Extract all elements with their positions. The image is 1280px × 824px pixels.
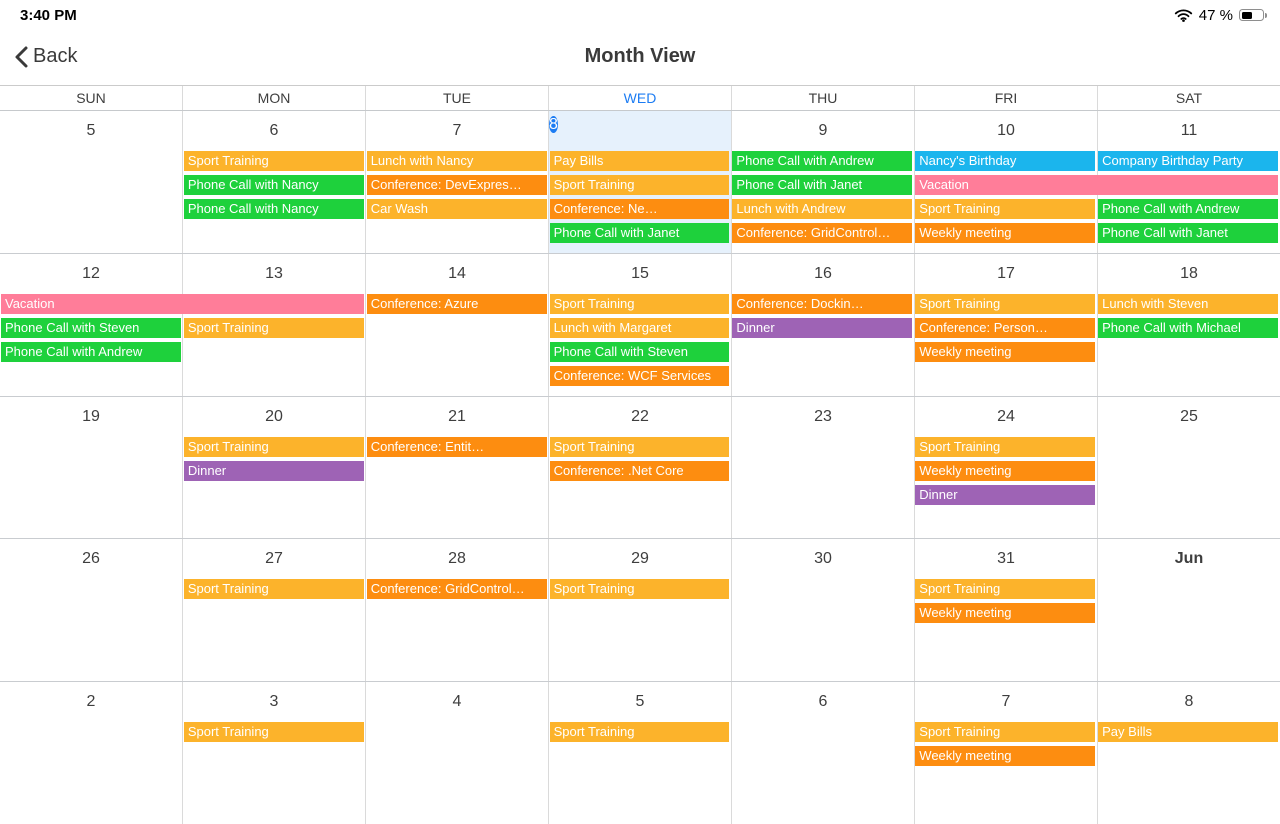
status-right (1174, 7, 1264, 24)
event-bar[interactable]: Sport Training (184, 151, 364, 171)
event-bar[interactable]: Phone Call with Andrew (1, 342, 181, 362)
day-number: 14 (448, 264, 466, 282)
day-number: 17 (997, 264, 1015, 282)
event-bar[interactable]: Dinner (184, 461, 364, 481)
day-cell[interactable] (1097, 682, 1280, 824)
day-number: 8 (1184, 693, 1194, 711)
day-number: 31 (997, 550, 1015, 568)
status-bar (0, 0, 1280, 28)
day-cell[interactable] (365, 397, 548, 539)
wifi-icon (1174, 8, 1193, 22)
event-bar[interactable]: Phone Call with Nancy (184, 175, 364, 195)
day-number: 7 (1001, 693, 1011, 711)
day-number: 12 (82, 264, 100, 282)
week-row (0, 397, 1280, 540)
day-cell[interactable] (0, 539, 182, 681)
event-bar[interactable]: Sport Training (184, 722, 364, 742)
event-bar[interactable]: Conference: .Net Core (550, 461, 730, 481)
day-number: 13 (265, 264, 283, 282)
nav-bar (0, 28, 1280, 85)
event-bar[interactable]: Sport Training (550, 437, 730, 457)
event-bar[interactable]: Sport Training (184, 437, 364, 457)
event-bar[interactable]: Phone Call with Andrew (732, 151, 912, 171)
week-row (0, 254, 1280, 397)
event-bar[interactable]: Sport Training (915, 199, 1095, 219)
event-bar[interactable]: Sport Training (915, 437, 1095, 457)
day-number: 20 (265, 407, 283, 425)
battery-icon (1239, 9, 1264, 21)
event-bar[interactable]: Conference: GridControl… (367, 579, 547, 599)
day-number: 24 (997, 407, 1015, 425)
day-number: 30 (814, 550, 832, 568)
event-bar[interactable]: Sport Training (915, 294, 1095, 314)
event-bar[interactable]: Dinner (732, 318, 912, 338)
event-bar[interactable]: Conference: Azure (367, 294, 547, 314)
event-bar[interactable]: Pay Bills (1098, 722, 1278, 742)
week-row (0, 682, 1280, 824)
event-bar[interactable]: Lunch with Margaret (550, 318, 730, 338)
event-bar[interactable]: Lunch with Nancy (367, 151, 547, 171)
day-cell[interactable] (731, 682, 914, 824)
event-bar[interactable]: Pay Bills (550, 151, 730, 171)
event-bar[interactable]: Phone Call with Steven (550, 342, 730, 362)
weekday-header-fri: FRI (914, 86, 1097, 110)
event-bar[interactable]: Sport Training (184, 579, 364, 599)
today-day-number: 8 (549, 116, 558, 133)
back-label: Back (33, 45, 78, 67)
event-bar[interactable]: Conference: Dockin… (732, 294, 912, 314)
back-button[interactable] (0, 45, 77, 69)
day-cell[interactable] (0, 682, 182, 824)
event-bar[interactable]: Conference: Entit… (367, 437, 547, 457)
day-cell[interactable] (548, 539, 731, 681)
page-title: Month View (584, 45, 696, 67)
weekday-header-sat: SAT (1097, 86, 1280, 110)
event-bar[interactable]: Sport Training (915, 722, 1095, 742)
weekday-header-thu: THU (731, 86, 914, 110)
event-bar[interactable]: Conference: Person… (915, 318, 1095, 338)
event-bar[interactable]: Weekly meeting (915, 461, 1095, 481)
day-number: 10 (997, 122, 1015, 139)
day-number: 21 (448, 407, 466, 425)
event-bar[interactable]: Sport Training (550, 175, 730, 195)
event-bar[interactable]: Lunch with Steven (1098, 294, 1278, 314)
weekday-header-mon: MON (182, 86, 365, 110)
day-number: 7 (452, 122, 462, 139)
day-number: 25 (1180, 407, 1198, 425)
event-bar[interactable]: Weekly meeting (915, 746, 1095, 766)
event-bar[interactable]: Weekly meeting (915, 223, 1095, 243)
day-cell[interactable] (0, 397, 182, 539)
status-time: 3:40 PM (20, 6, 77, 24)
weekday-header-wed: WED (548, 86, 731, 110)
event-bar[interactable]: Vacation (1, 294, 364, 314)
chevron-left-icon (14, 45, 29, 69)
day-number: 6 (269, 122, 279, 139)
event-bar[interactable]: Phone Call with Steven (1, 318, 181, 338)
event-bar[interactable]: Phone Call with Nancy (184, 199, 364, 219)
event-bar[interactable]: Conference: WCF Services (550, 366, 730, 386)
day-number: 18 (1180, 264, 1198, 282)
day-cell[interactable] (1097, 539, 1280, 681)
event-bar[interactable]: Phone Call with Janet (550, 223, 730, 243)
day-number: 19 (82, 407, 100, 425)
week-row (0, 539, 1280, 682)
event-bar[interactable]: Nancy's Birthday (915, 151, 1095, 171)
day-number: 6 (818, 693, 828, 711)
event-bar[interactable]: Sport Training (184, 318, 364, 338)
event-bar[interactable]: Phone Call with Janet (1098, 223, 1278, 243)
day-number: 29 (631, 550, 649, 568)
day-number: 16 (814, 264, 832, 282)
weekday-header-sun: SUN (76, 90, 106, 106)
event-bar[interactable]: Weekly meeting (915, 342, 1095, 362)
day-cell[interactable] (731, 397, 914, 539)
day-number: 5 (86, 122, 96, 139)
event-bar[interactable]: Phone Call with Andrew (1098, 199, 1278, 219)
day-number: 26 (82, 550, 100, 568)
day-number: 4 (452, 693, 462, 711)
event-bar[interactable]: Conference: DevExpres… (367, 175, 547, 195)
day-number: 9 (818, 122, 828, 139)
day-number: 22 (631, 407, 649, 425)
event-bar[interactable]: Vacation (915, 175, 1278, 195)
event-bar[interactable]: Phone Call with Michael (1098, 318, 1278, 338)
day-cell[interactable] (365, 682, 548, 824)
event-bar[interactable]: Conference: Ne… (550, 199, 730, 219)
event-bar[interactable]: Sport Training (915, 579, 1095, 599)
day-number: 2 (86, 693, 96, 711)
day-number: 23 (814, 407, 832, 425)
event-bar[interactable]: Sport Training (550, 579, 730, 599)
day-cell[interactable] (365, 254, 548, 396)
day-cell[interactable] (731, 539, 914, 681)
event-bar[interactable]: Lunch with Andrew (732, 199, 912, 219)
day-cell[interactable] (365, 539, 548, 681)
event-bar[interactable]: Conference: GridControl… (732, 223, 912, 243)
day-number: Jun (1174, 550, 1204, 568)
event-bar[interactable]: Dinner (915, 485, 1095, 505)
day-number: 28 (448, 550, 466, 568)
day-number: 15 (631, 264, 649, 282)
day-number: 5 (635, 693, 645, 711)
weekday-header-tue: TUE (365, 86, 548, 110)
week-row (0, 111, 1280, 254)
day-cell[interactable] (1097, 397, 1280, 539)
day-cell[interactable] (182, 539, 365, 681)
event-bar[interactable]: Sport Training (550, 722, 730, 742)
weeks-grid (0, 111, 1280, 824)
weekday-header-row (0, 85, 1280, 111)
day-number: 27 (265, 550, 283, 568)
event-bar[interactable]: Car Wash (367, 199, 547, 219)
battery-percent: 47 % (1198, 6, 1233, 24)
day-cell[interactable] (182, 682, 365, 824)
day-number: 11 (1180, 122, 1198, 139)
day-number: 3 (269, 693, 279, 711)
event-bar[interactable]: Sport Training (550, 294, 730, 314)
event-bar[interactable]: Company Birthday Party (1098, 151, 1278, 171)
day-cell[interactable] (0, 111, 182, 253)
event-bar[interactable]: Phone Call with Janet (732, 175, 912, 195)
day-cell[interactable] (548, 682, 731, 824)
event-bar[interactable]: Weekly meeting (915, 603, 1095, 623)
month-calendar (0, 85, 1280, 824)
